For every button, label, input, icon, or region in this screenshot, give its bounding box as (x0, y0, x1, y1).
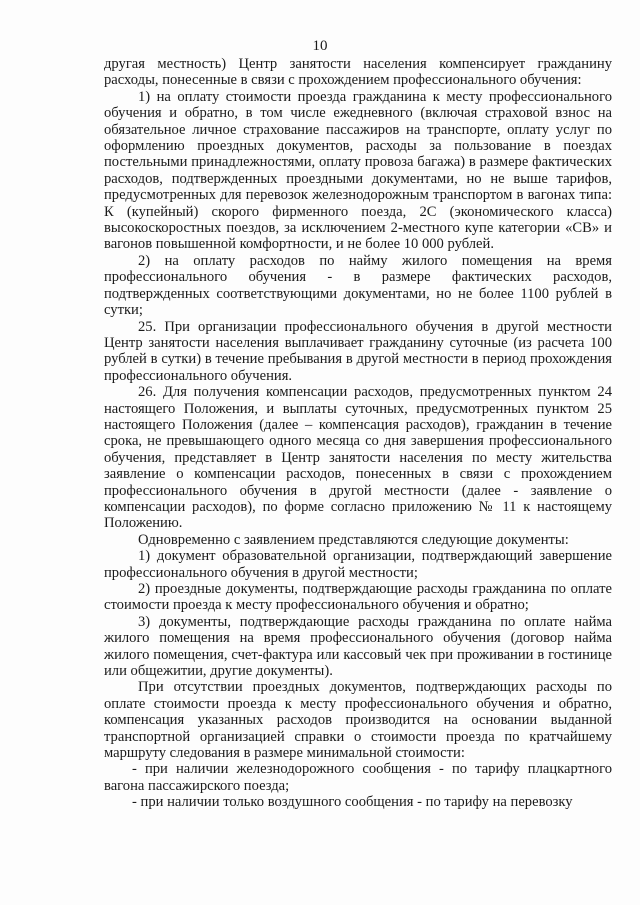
page-number: 10 (312, 38, 328, 54)
paragraph-clause-25: 25. При организации профессионального обучения в другой местности Центр занятости населения выплачивает гражданину суточные (из расчета 100 рублей в сутки) в течение пребывания в другой местности в период прохождения профессионального обучения. (104, 318, 612, 384)
document-body (104, 56, 612, 811)
paragraph-air: - при наличии только воздушного сообщения - по тарифу на перевозку (132, 794, 573, 811)
paragraph-document-3: 3) документы, подтверждающие расходы гражданина по оплате найма жилого помещения на время профессионального обучения (договор найма жилого помещения, счет-фактура или кассовый чек при проживании в гостинице или общежитии, другие документы). (104, 613, 612, 680)
paragraph-document-1: 1) документ образовательной организации, подтверждающий завершение профессионального обучения в другой местности; (104, 548, 612, 581)
paragraph-railway: - при наличии железнодорожного сообщения - по тарифу плацкартного вагона пассажирского поезда; (104, 761, 612, 794)
paragraph-clause-26: 26. Для получения компенсации расходов, предусмотренных пунктом 24 настоящего Положения, и выплаты суточных, предусмотренных пунктом 25 настоящего Положения (далее – компенсация расходов), гражданин в течение срока, не превышающего одного месяца со дня завершения профессионального обучения, представляет в Центр занятости населения по месту жительства заявление о компенсации расходов, понесенных в связи с прохождением профессионального обучения в другой местности (далее - заявление о компенсации расходов), по форме согласно приложению № 11 к настоящему Положению. (104, 384, 612, 532)
paragraph-travel-cost: 1) на оплату стоимости проезда гражданина к месту профессионального обучения и обратно, в том числе ежедневного (включая страховой взнос на обязательное личное страхование пассажиров на транспорте, оплату услуг по оформлению проездных документов, расходы за пользование в поездах постельными принадлежностями, оплату провоза багажа) в размере фактических расходов, подтвержденных проездными документами, но не выше тарифов, предусмотренных для перевозок железнодорожным транспортом в вагонах типа: К (купейный) скорого фирменного поезда, 2С (экономического класса) высокоскоростных поездов, за исключением 2-местного купе категории «СВ» и вагонов повышенной комфортности, и не более 10 000 рублей. (104, 88, 612, 253)
paragraph-documents-intro: Одновременно с заявлением представляются следующие документы: (138, 531, 569, 548)
paragraph-document-2: 2) проездные документы, подтверждающие расходы гражданина по оплате стоимости проезда к месту профессионального обучения и обратно; (104, 581, 612, 614)
paragraph-no-tickets: При отсутствии проездных документов, подтверждающих расходы по оплате стоимости проезда к месту профессионального обучения и обратно, компенсация указанных расходов производится на основании выданной транспортной организацией справки о стоимости проезда по кратчайшему маршруту следования в размере минимальной стоимости: (104, 679, 612, 762)
paragraph-housing-cost: 2) на оплату расходов по найму жилого помещения на время профессионального обучения - в размере фактических расходов, подтвержденных соответствующими документами, но не более 1100 рублей в сутки; (104, 252, 612, 319)
paragraph-intro: другая местность) Центр занятости населения компенсирует гражданину расходы, понесенные в связи с прохождением профессионального обучения: (104, 56, 612, 89)
